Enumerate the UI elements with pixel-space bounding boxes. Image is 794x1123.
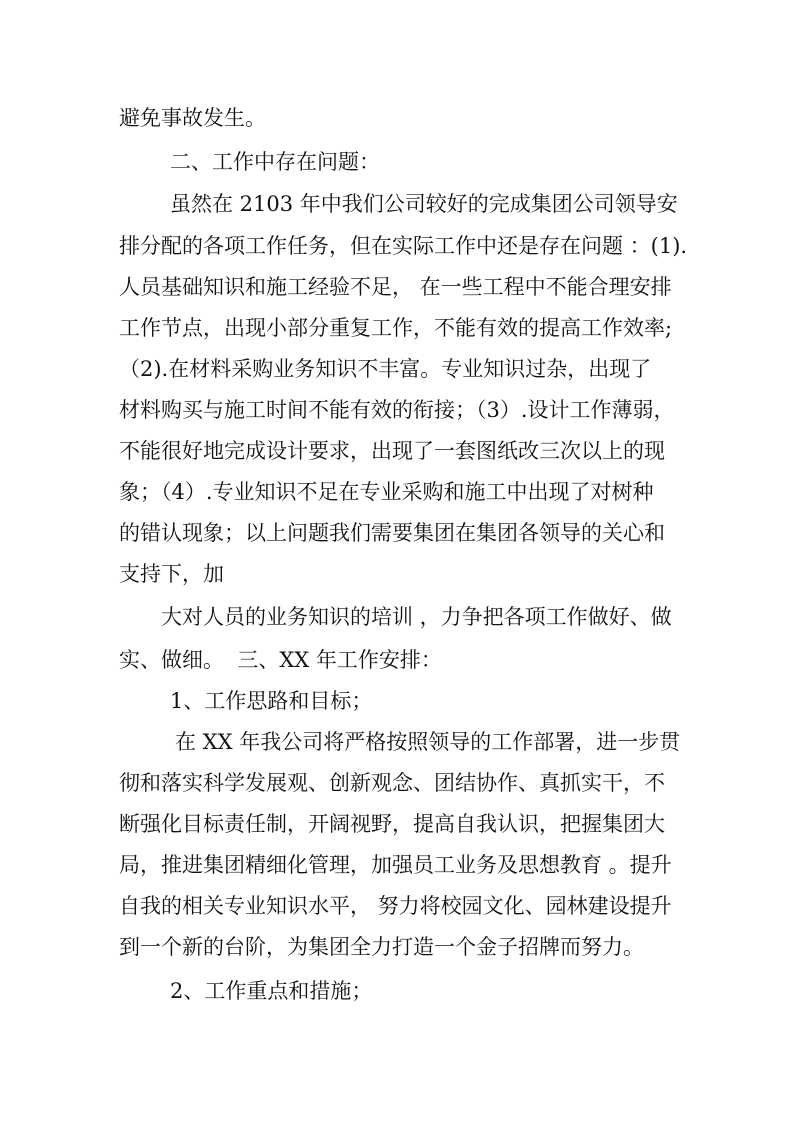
subsection-heading-measures: 2、工作重点和措施； (170, 979, 373, 1003)
paragraph-line: 断强化目标责任制，开阔视野，提高自我认识，把握集团大 (119, 812, 665, 836)
paragraph-line: 大对人员的业务知识的培训 ，力争把各项工作做好、做 (161, 605, 672, 629)
paragraph-line: 工作节点，出现小部分重复工作，不能有效的提高工作效率; (119, 316, 673, 340)
section-heading-issues: 二、工作中存在问题： (170, 150, 380, 174)
paragraph-line: 的错认现象；以上问题我们需要集团在集团各领导的关心和 (119, 521, 665, 545)
paragraph-line: 排分配的各项工作任务，但在实际工作中还是存在问题 ：(1). (119, 234, 688, 258)
paragraph-line: 避免事故发生。 (119, 106, 266, 130)
paragraph-line: （2).在材料采购业务知识不丰富。专业知识过杂，出现了 (119, 357, 652, 381)
subsection-heading-ideas: 1、工作思路和目标； (170, 689, 373, 713)
paragraph-line: 在 XX 年我公司将严格按照领导的工作部署，进一步贯 (175, 730, 681, 754)
paragraph-line: 自我的相关专业知识水平， 努力将校园文化、园林建设提升 (119, 894, 672, 918)
paragraph-line: 人员基础知识和施工经验不足， 在一些工程中不能合理安排 (119, 275, 672, 299)
paragraph-line: 支持下，加 (119, 562, 224, 586)
paragraph-line: 材料购买与施工时间不能有效的衔接；（3）.设计工作薄弱， (119, 398, 675, 422)
paragraph-line: 象；（4）.专业知识不足在专业采购和施工中出现了对树种 (119, 480, 654, 504)
paragraph-line: 虽然在 2103 年中我们公司较好的完成集团公司领导安 (170, 192, 678, 216)
paragraph-line: 彻和落实科学发展观、创新观念、团结协作、真抓实干，不 (119, 771, 665, 795)
paragraph-line: 到一个新的台阶，为集团全力打造一个金子招牌而努力。 (119, 935, 644, 959)
paragraph-line: 不能很好地完成设计要求，出现了一套图纸改三次以上的现 (119, 439, 665, 463)
paragraph-line: 局，推进集团精细化管理，加强员工业务及思想教育 。提升 (119, 853, 672, 877)
paragraph-line-section-heading-plan: 实、做细。 三、XX 年工作安排： (119, 648, 442, 672)
